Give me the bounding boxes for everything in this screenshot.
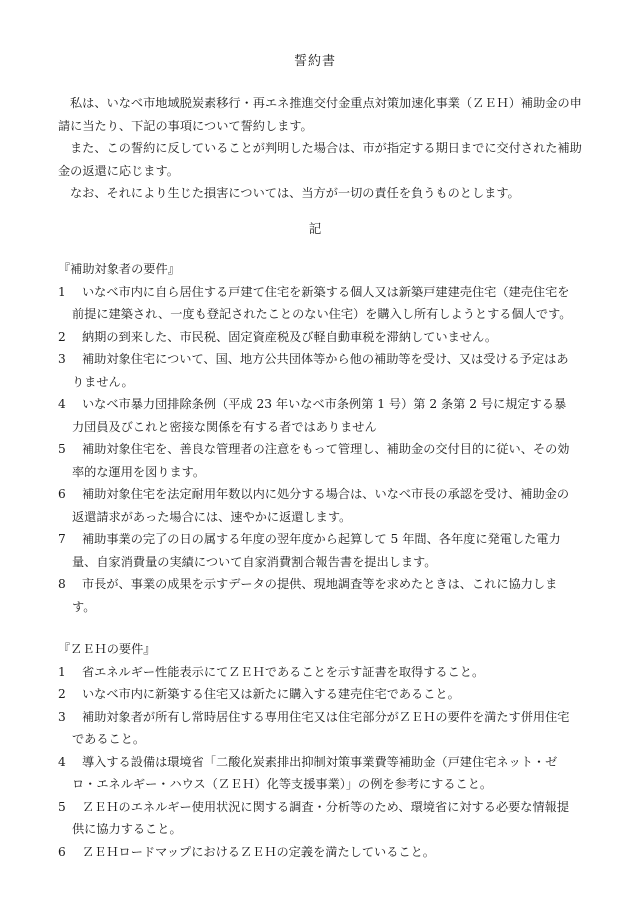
item-text: いなべ市内に新築する住宅又は新たに購入する建売住宅であること。 (82, 687, 460, 701)
item-text: ＺＥＨのエネルギー使用状況に関する調査・分析等のため、環境省に対する必要な情報提供に協力すること。 (72, 799, 570, 836)
list-item (58, 483, 578, 528)
item-number: 1 (58, 284, 66, 299)
item-number: 5 (58, 442, 66, 456)
list-item (58, 326, 578, 349)
intro-block (58, 92, 588, 205)
item-number: 4 (58, 754, 66, 769)
item-text: 省エネルギー性能表示にてＺＥＨであることを示す証書を取得すること。 (82, 664, 485, 679)
list-item (58, 683, 578, 706)
document-title: 誓約書 (293, 54, 336, 69)
zeh-requirements-section (58, 638, 578, 863)
item-text: 市長が、事業の成果を示すデータの提供、現地調査等を求めたときは、これに協力します。 (72, 577, 558, 614)
section-heading: 『ＺＥＨの要件』 (58, 642, 156, 656)
applicant-requirements-section (58, 258, 578, 618)
ki-heading: 記 (308, 221, 322, 236)
intro-paragraph-2: また、この誓約に反していることが判明した場合は、市が指定する期日までに交付された補助金の返還に応じます。 (58, 141, 582, 178)
list-item (58, 796, 578, 841)
intro-paragraph-1: 私は、いなべ市地域脱炭素移行・再エネ推進交付金重点対策加速化事業（ＺＥＨ）補助金の申請に当たり、下記の事項について誓約します。 (58, 96, 582, 133)
item-number: 4 (58, 397, 66, 411)
list-item (58, 348, 578, 393)
list-item (58, 751, 578, 796)
list-item (58, 528, 578, 573)
requirements-list (58, 281, 578, 619)
list-item (58, 281, 578, 326)
item-number: 5 (58, 799, 66, 814)
requirements-list (58, 661, 578, 864)
item-text: 補助対象者が所有し常時居住する専用住宅又は住宅部分がＺＥＨの要件を満たす併用住宅であること。 (72, 709, 570, 746)
item-number: 3 (58, 709, 66, 724)
item-text: 導入する設備は環境省「二酸化炭素排出抑制対策事業費等補助金（戸建住宅ネット・ゼロ・エネルギー・ハウス（ＺＥＨ）化等支援事業）」の例を参考にすること。 (72, 754, 558, 791)
item-number: 2 (58, 329, 66, 344)
item-text: 補助事業の完了の日の属する年度の翌年度から起算して 5 年間、各年度に発電した電力量、自家消費量の実績について自家消費割合報告書を提出します。 (72, 532, 561, 569)
item-number: 1 (58, 664, 66, 679)
item-number: 3 (58, 352, 66, 366)
item-text: 補助対象住宅について、国、地方公共団体等から他の補助等を受け、又は受ける予定はありません。 (72, 352, 569, 389)
item-number: 6 (58, 844, 66, 859)
item-text: 納期の到来した、市民税、固定資産税及び軽自動車税を滞納していません。 (82, 329, 498, 344)
list-item (58, 438, 578, 483)
intro-paragraph-3: なお、それにより生じた損害については、当方が一切の責任を負うものとします。 (70, 186, 520, 200)
item-number: 8 (58, 577, 66, 591)
list-item (58, 841, 578, 864)
item-number: 6 (58, 487, 66, 501)
item-text: 補助対象住宅を、善良な管理者の注意をもって管理し、補助金の交付目的に従い、その効率的な運用を図ります。 (72, 442, 570, 479)
section-heading: 『補助対象者の要件』 (58, 262, 180, 276)
list-item (58, 706, 578, 751)
item-number: 2 (58, 687, 66, 701)
item-text: ＺＥＨロードマップにおけるＺＥＨの定義を満たしていること。 (82, 844, 435, 859)
item-text: いなべ市内に自ら居住する戸建て住宅を新築する個人又は新築戸建建売住宅（建売住宅を前提に建築され、一度も登記されたことのない住宅）を購入し所有しようとする個人です。 (72, 284, 572, 321)
item-text: いなべ市暴力団排除条例（平成 23 年いなべ市条例第 1 号）第 2 条第 2 号に規定する暴力団員及びこれと密接な関係を有する者ではありません (72, 397, 567, 434)
item-number: 7 (58, 532, 66, 546)
list-item (58, 393, 578, 438)
list-item (58, 573, 578, 618)
item-text: 補助対象住宅を法定耐用年数以内に処分する場合は、いなべ市長の承認を受け、補助金の返還請求があった場合には、速やかに返還します。 (72, 487, 570, 524)
list-item (58, 661, 578, 684)
